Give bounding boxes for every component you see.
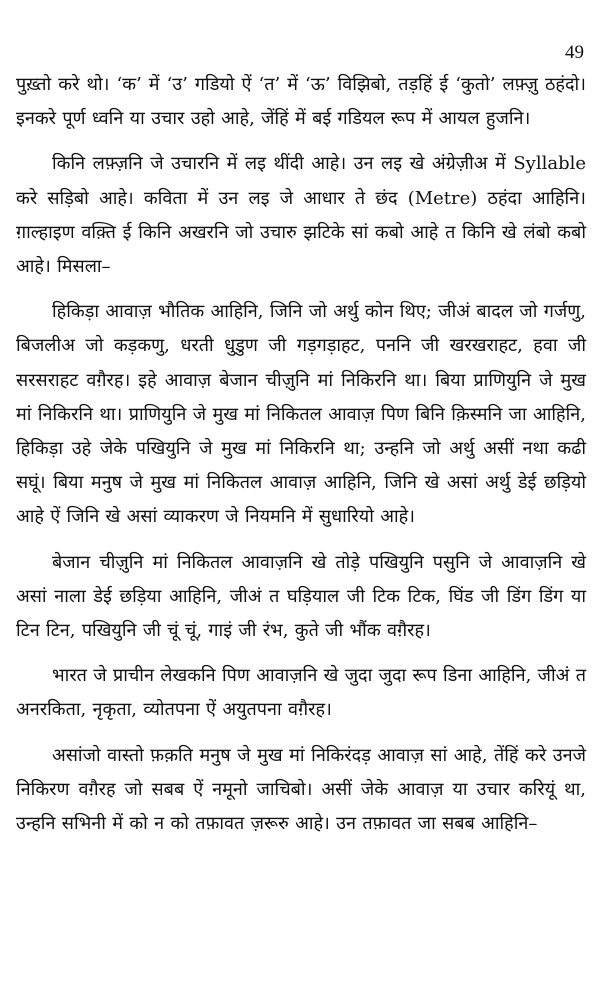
paragraph-1: पुख़्तो करे थो। ‘क’ में ‘उ’ गडियो ऐं ‘त’ में ‘ऊ’ विझिबो, तड़हिं ई ‘कुतो’ लफ़्ज़ु ठहंदो। इनकरे पूर्ण ध्वनि या उचार उहो आहे, जेंहिं में बई गडियल रूप में आयल हुजनि। xyxy=(16,74,586,130)
document-page xyxy=(16,40,586,841)
paragraph-4: बेजान चीज़ुनि मां निकितल आवाज़नि खे तोड़े पखियुनि पसुनि जे आवाज़नि खे असां नाला डेई छड़िया आहिनि, जीअं त घड़ियाल जी टिक टिक, घिंड जी डिंग डिंग या टिन टिन, पखियुनि जी चूं चूं, गाइं जी रंभ, कुते जी भौंक वग़ैरह। xyxy=(16,551,586,642)
paragraph-3: हिकिड़ा आवाज़ भौतिक आहिनि, जिनि जो अर्थु कोन थिए; जीअं बादल जो गर्जणु, बिजलीअ जो कड़कणु, धरती धुडुण जी गड़गड़ाहट, पननि जी खरखराहट, हवा जी सरसराहट वग़ैरह। इहे आवाज़ बेजान चीज़ुनि मां निकिरनि था। बिया प्राणियुनि जे मुख मां निकिरनि था। प्राणियुनि जे मुख मां निकितल आवाज़ पिण बिनि क़िस्मनि जा आहिनि, हिकिड़ा उहे जेके पखियुनि जे मुख मां निकिरनि था; उन्हनि जो अर्थु असीं नथा कढी सघूं। बिया मनुष जे मुख मां निकितल आवाज़ आहिनि, जिनि खे असां अर्थु डेई छड़ियो आहे ऐं जिनि खे असां व्याकरण जे नियमनि में सुधारियो आहे। xyxy=(16,301,586,528)
paragraph-5: भारत जे प्राचीन लेखकनि पिण आवाज़नि खे जुदा जुदा रूप डिना आहिनि, जीअं त अनरकिता, नृकृता, व्योतपना ऐं अयुतपना वग़ैरह। xyxy=(16,665,586,721)
page-number: 49 xyxy=(565,42,584,63)
paragraph-2: किनि लफ़्ज़नि जे उचारनि में लइ थींदी आहे। उन लइ खे अंग्रेज़ीअ में Syllable करे सड़िबो आहे। कविता में उन लइ जे आधार ते छंद (Metre) ठहंदा आहिनि। ग़ाल्हाइण वक़्ति ई किनि अखरनि जो उचारु झटिके सां कबो आहे त किनि खे लंबो कबो आहे। मिसला– xyxy=(16,153,586,278)
paragraph-6: असांजो वास्तो फ़क़ति मनुष जे मुख मां निकिरंदड़ आवाज़ सां आहे, तेंहिं करे उनजे निकिरण वग़ैरह जो सबब ऐं नमूनो जाचिबो। असीं जेके आवाज़ या उचार करियूं था, उन्हनि सभिनी में को न को तफ़ावत ज़रूरु आहे। उन तफ़ावत जा सबब आहिनि– xyxy=(16,744,586,835)
